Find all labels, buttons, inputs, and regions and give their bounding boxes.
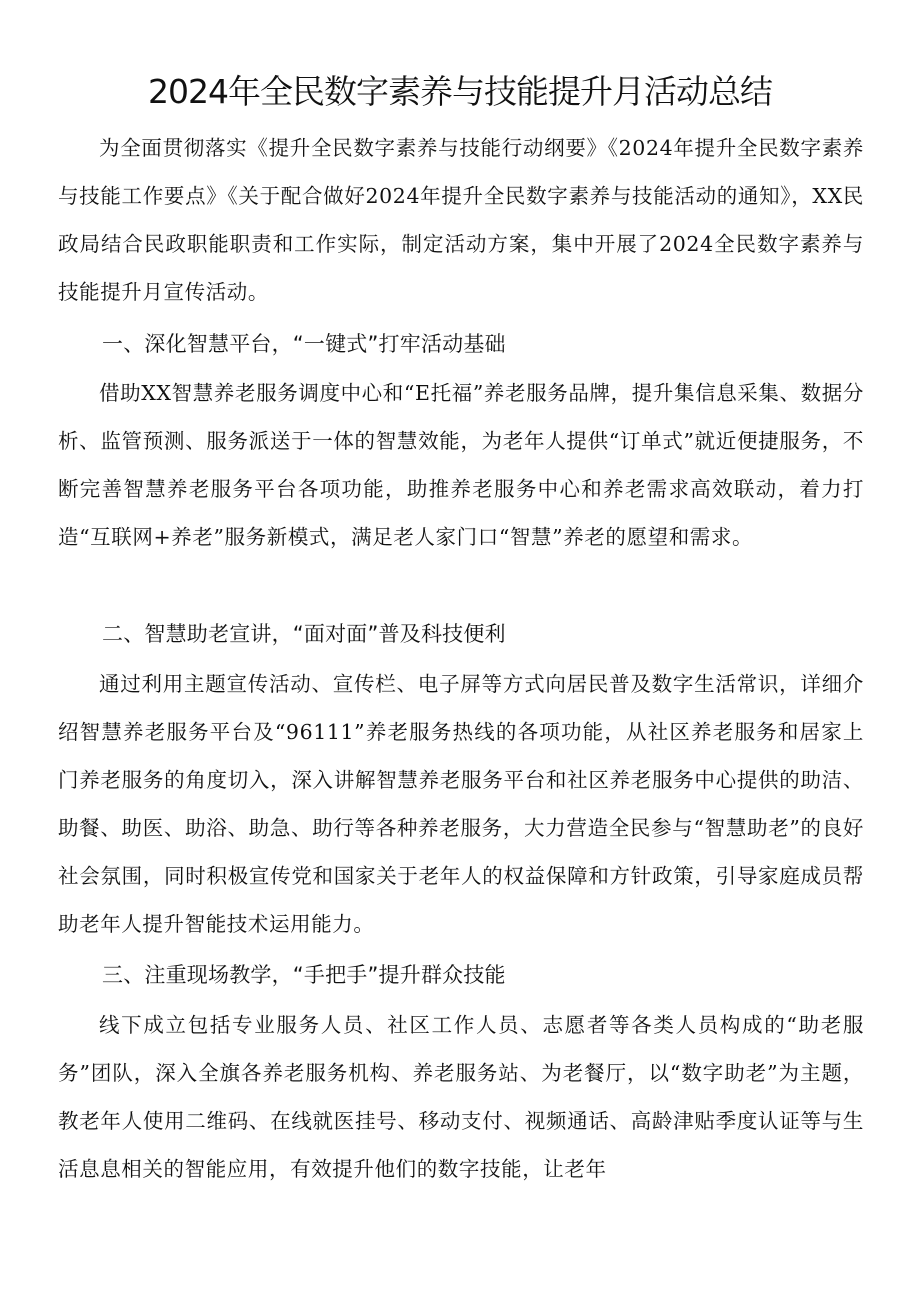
document-title: 2024年全民数字素养与技能提升月活动总结	[148, 72, 772, 111]
section-body-3: 线下成立包括专业服务人员、社区工作人员、志愿者等各类人员构成的“助老服务”团队，深入全旗各养老服务机构、养老服务站、为老餐厅，以“数字助老”为主题，教老年人使用二维码、在线就医挂号、移动支付、视频通话、高龄津贴季度认证等与生活息息相关的智能应用，有效提升他们的数字技能，让老年	[58, 1013, 864, 1182]
section-heading-3: 三、注重现场教学，“手把手”提升群众技能	[102, 963, 506, 987]
section-heading-2: 二、智慧助老宣讲，“面对面”普及科技便利	[102, 622, 506, 646]
intro-paragraph: 为全面贯彻落实《提升全民数字素养与技能行动纲要》《2024年提升全民数字素养与技能工作要点》《关于配合做好2024年提升全民数字素养与技能活动的通知》，XX民政局结合民政职能职责和工作实际，制定活动方案，集中开展了2024全民数字素养与技能提升月宣传活动。	[58, 136, 864, 305]
section-body-1: 借助XX智慧养老服务调度中心和“E托福”养老服务品牌，提升集信息采集、数据分析、监管预测、服务派送于一体的智慧效能，为老年人提供“订单式”就近便捷服务，不断完善智慧养老服务平台各项功能，助推养老服务中心和养老需求高效联动，着力打造“互联网+养老”服务新模式，满足老人家门口“智慧”养老的愿望和需求。	[58, 381, 864, 550]
section-heading-1: 一、深化智慧平台，“一键式”打牢活动基础	[102, 332, 506, 356]
section-body-2: 通过利用主题宣传活动、宣传栏、电子屏等方式向居民普及数字生活常识，详细介绍智慧养老服务平台及“96111”养老服务热线的各项功能，从社区养老服务和居家上门养老服务的角度切入，深入讲解智慧养老服务平台和社区养老服务中心提供的助洁、助餐、助医、助浴、助急、助行等各种养老服务，大力营造全民参与“智慧助老”的良好社会氛围，同时积极宣传党和国家关于老年人的权益保障和方针政策，引导家庭成员帮助老年人提升智能技术运用能力。	[58, 672, 864, 937]
